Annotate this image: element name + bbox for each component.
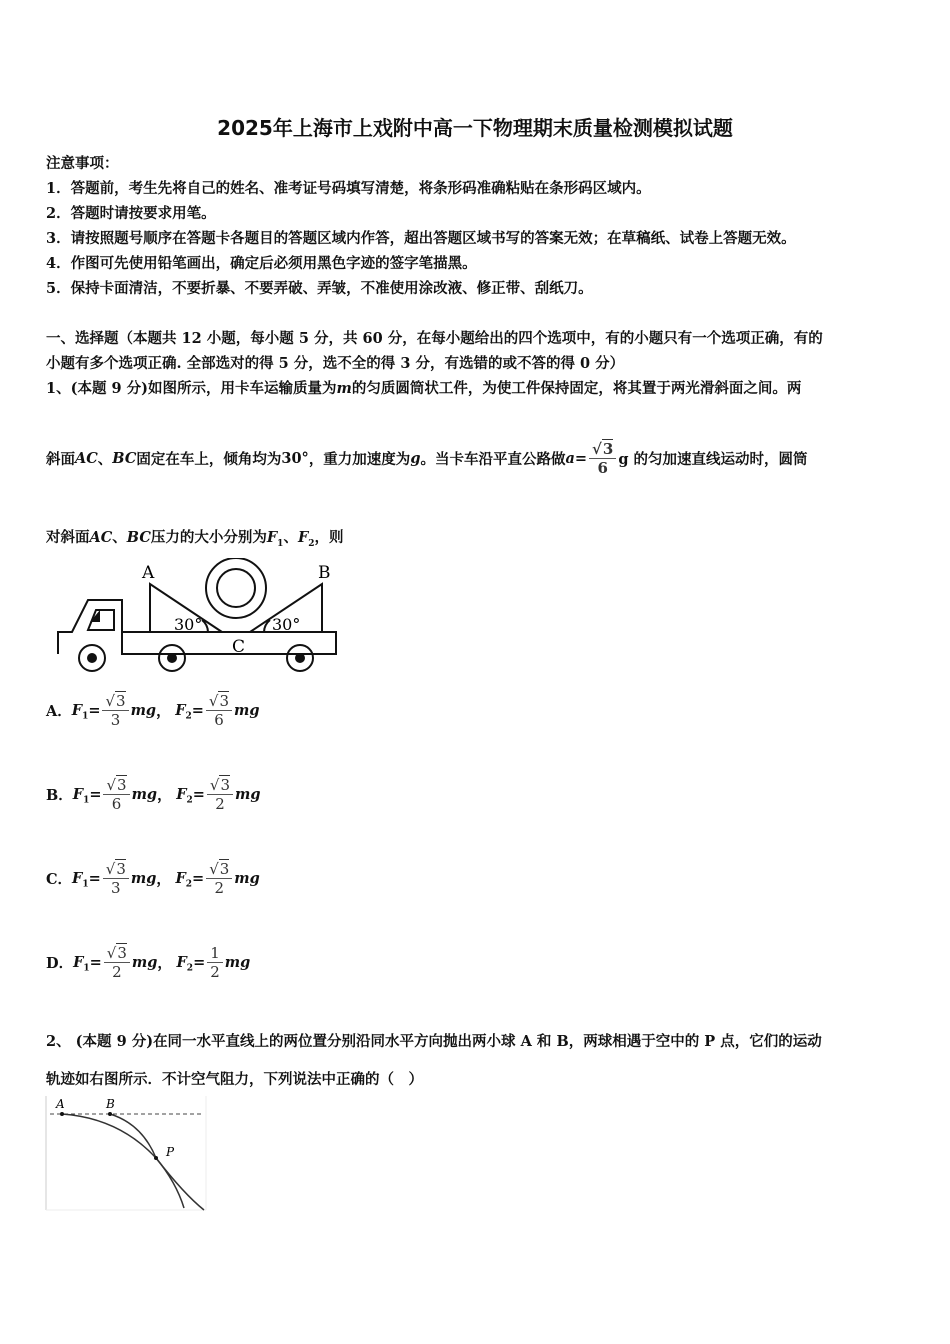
- incline-ac: AC: [75, 450, 98, 467]
- incline-bc: BC: [112, 450, 137, 467]
- frac-den: 2: [112, 963, 122, 981]
- section-instruction-line1: 一、选择题（本题共 12 小题，每小题 5 分，共 60 分，在每小题给出的四个选项中，有的小题只有一个选项正确，有的: [46, 330, 823, 347]
- q2-score: (本题 9 分): [75, 1033, 154, 1050]
- incline-bc: BC: [126, 529, 151, 546]
- frac-den: 2: [214, 879, 225, 897]
- force-f1: F: [73, 954, 84, 971]
- q1-number: 1、: [46, 380, 71, 397]
- comma: ，: [156, 871, 171, 888]
- option-b-f1-fraction: $\frac{√3}{6}$: [103, 776, 129, 813]
- sub: 1: [82, 711, 89, 722]
- mg: mg: [235, 786, 261, 803]
- q2-line2: 轨迹如右图所示．不计空气阻力，下列说法中正确的（ ）: [46, 1071, 423, 1088]
- force-f2: F: [175, 870, 186, 887]
- frac-den: 6: [111, 795, 122, 813]
- trajectory-a: [62, 1114, 184, 1208]
- option-c-f2-fraction: $\frac{√3}{2}$: [206, 860, 232, 897]
- q1-line1: [46, 377, 801, 398]
- force-f1: F: [266, 529, 278, 546]
- mg: mg: [224, 954, 251, 971]
- option-a-f2-fraction: $\frac{√3}{6}$: [206, 692, 232, 729]
- comma: ，: [157, 955, 172, 972]
- q1-text: 斜面: [46, 451, 75, 468]
- mg: mg: [234, 870, 260, 887]
- trajectory-b: [110, 1114, 204, 1210]
- frac-num: 3: [219, 692, 230, 710]
- sub: 1: [82, 879, 89, 890]
- equals-sign: =: [574, 450, 588, 467]
- separator: 、: [283, 529, 298, 546]
- frac-den: 2: [210, 963, 220, 981]
- q1-text: 的匀质圆筒状工件，为使工件保持固定，将其置于两光滑斜面之间。两: [351, 380, 802, 397]
- gravity-symbol: g: [410, 450, 421, 467]
- truck-figure: [50, 558, 345, 676]
- option-d-f1-fraction: $\frac{√3}{2}$: [104, 944, 130, 981]
- fig-label-a: A: [142, 563, 155, 583]
- q1-line3: [46, 526, 344, 549]
- frac-den: 3: [110, 711, 121, 729]
- frac-den: 2: [215, 795, 225, 813]
- option-c[interactable]: C．$F_1=$ $\frac{√3}{3}$ mg， $F_2=$ $\frac{√3}{2}$ mg: [46, 860, 260, 897]
- cylinder-inner: [217, 569, 255, 607]
- option-d-f2-fraction: [207, 944, 223, 981]
- accel-frac-num: 3: [602, 440, 614, 458]
- q1-text: 固定在车上，倾角均为: [136, 451, 282, 468]
- option-d[interactable]: D．$F_1=$ $\frac{√3}{2}$ mg， $F_2=$ $\frac{1}{2}$ mg: [46, 944, 251, 981]
- frac-den: 3: [111, 879, 121, 897]
- fig-label-c: C: [232, 637, 246, 657]
- q1-text: 对斜面: [46, 529, 90, 546]
- frac-num: 3: [117, 944, 127, 962]
- mg: mg: [131, 786, 158, 803]
- fig2-label-b: B: [106, 1097, 115, 1111]
- page-title: 2025年上海市上戏附中高一下物理期末质量检测模拟试题: [217, 116, 733, 140]
- force-f2: F: [176, 786, 187, 803]
- fig-angle-left: 30°: [174, 615, 203, 634]
- q1-text: 如图所示，用卡车运输质量为: [148, 380, 337, 397]
- trajectory-figure: [44, 1094, 208, 1214]
- option-a[interactable]: A．$F_1=$ $\frac{√3}{3}$ mg， $F_2=$ $\frac{√3}{6}$ mg: [46, 692, 260, 729]
- q1-mass-symbol: m: [336, 380, 352, 397]
- option-label: B．: [46, 787, 73, 804]
- accel-symbol: a: [565, 450, 575, 467]
- accel-fraction: $\frac{√3}{6}$: [589, 440, 616, 477]
- force-f2: F: [297, 529, 309, 546]
- force-f2: F: [176, 954, 187, 971]
- notice-item-5: 5．保持卡面清洁，不要折暴、不要弄破、弄皱，不准使用涂改液、修正带、刮纸刀。: [46, 280, 593, 297]
- q2-text: 在同一水平直线上的两位置分别沿同水平方向抛出两小球 A 和 B，两球相遇于空中的 P 点，它们的运动: [153, 1033, 822, 1050]
- option-label: C．: [46, 871, 73, 888]
- option-b-f2-fraction: $\frac{√3}{2}$: [207, 776, 233, 813]
- frac-num: 1: [207, 944, 223, 963]
- sub: 2: [185, 711, 192, 722]
- notice-item-4: 4．作图可先使用铅笔画出，确定后必须用黑色字迹的签字笔描黑。: [46, 255, 477, 272]
- frac-num: 3: [116, 692, 126, 710]
- option-label: D．: [46, 955, 74, 972]
- notice-heading: 注意事项：: [46, 155, 119, 172]
- frac-num: 3: [220, 776, 231, 794]
- section-instruction-line2: 小题有多个选项正确. 全部选对的得 5 分，选不全的得 3 分，有选错的或不答的得 0 分）: [46, 355, 625, 372]
- notice-item-2: 2．答题时请按要求用笔。: [46, 205, 216, 222]
- incline-angle: 30°: [281, 450, 309, 467]
- fig2-label-p: P: [166, 1145, 175, 1159]
- q1-text: 。当卡车沿平直公路做: [420, 451, 566, 468]
- comma: ，: [157, 787, 172, 804]
- frac-num: 3: [117, 776, 127, 794]
- sub: 2: [186, 963, 194, 974]
- q1-text: ，则: [314, 529, 344, 546]
- notice-item-1: 1．答题前，考生先将自己的姓名、准考证号码填写清楚，将条形码准确粘贴在条形码区域内。: [46, 180, 651, 197]
- sub: 1: [83, 963, 90, 974]
- force-f2-sub: 2: [308, 538, 315, 549]
- frac-den: 6: [214, 711, 224, 729]
- force-f1: F: [72, 786, 84, 803]
- sub: 2: [185, 879, 193, 890]
- option-label: A．: [46, 703, 72, 720]
- mg: mg: [234, 702, 260, 719]
- fig2-label-a: A: [56, 1097, 65, 1111]
- force-f2: F: [175, 702, 186, 719]
- sub: 1: [83, 795, 90, 806]
- fig-label-b: B: [318, 563, 331, 583]
- q1-score: (本题 9 分): [70, 380, 148, 397]
- incline-ac: AC: [89, 529, 113, 546]
- accel-frac-den: 6: [597, 459, 608, 477]
- separator: 、: [97, 451, 113, 468]
- sub: 2: [186, 795, 193, 806]
- force-f1: F: [71, 702, 83, 719]
- force-f1-sub: 1: [277, 538, 284, 549]
- q1-line2: [46, 440, 808, 477]
- frac-num: 3: [116, 860, 126, 878]
- cylinder-outer: [206, 558, 266, 618]
- frac-num: 3: [219, 860, 230, 878]
- truck-bed: [122, 632, 336, 654]
- separator: 、: [112, 529, 127, 546]
- q2-number: 2、: [46, 1033, 71, 1050]
- mg: mg: [130, 870, 157, 887]
- q1-text: g 的匀加速直线运动时，圆筒: [618, 451, 808, 468]
- option-c-f1-fraction: $\frac{√3}{3}$: [103, 860, 129, 897]
- comma: ，: [156, 703, 171, 720]
- mg: mg: [130, 702, 157, 719]
- fig-angle-right: 30°: [272, 615, 301, 634]
- option-b[interactable]: B．$F_1=$ $\frac{√3}{6}$ mg， $F_2=$ $\frac{√3}{2}$ mg: [46, 776, 261, 813]
- force-f1: F: [72, 870, 83, 887]
- q1-text: ，重力加速度为: [308, 451, 411, 468]
- mg: mg: [131, 954, 158, 971]
- q1-text: 压力的大小分别为: [150, 529, 267, 546]
- option-a-f1-fraction: $\frac{√3}{3}$: [102, 692, 128, 729]
- notice-item-3: 3．请按照题号顺序在答题卡各题目的答题区域内作答，超出答题区域书写的答案无效；在草稿纸、试卷上答题无效。: [46, 230, 796, 247]
- q2-line1: [46, 1030, 822, 1051]
